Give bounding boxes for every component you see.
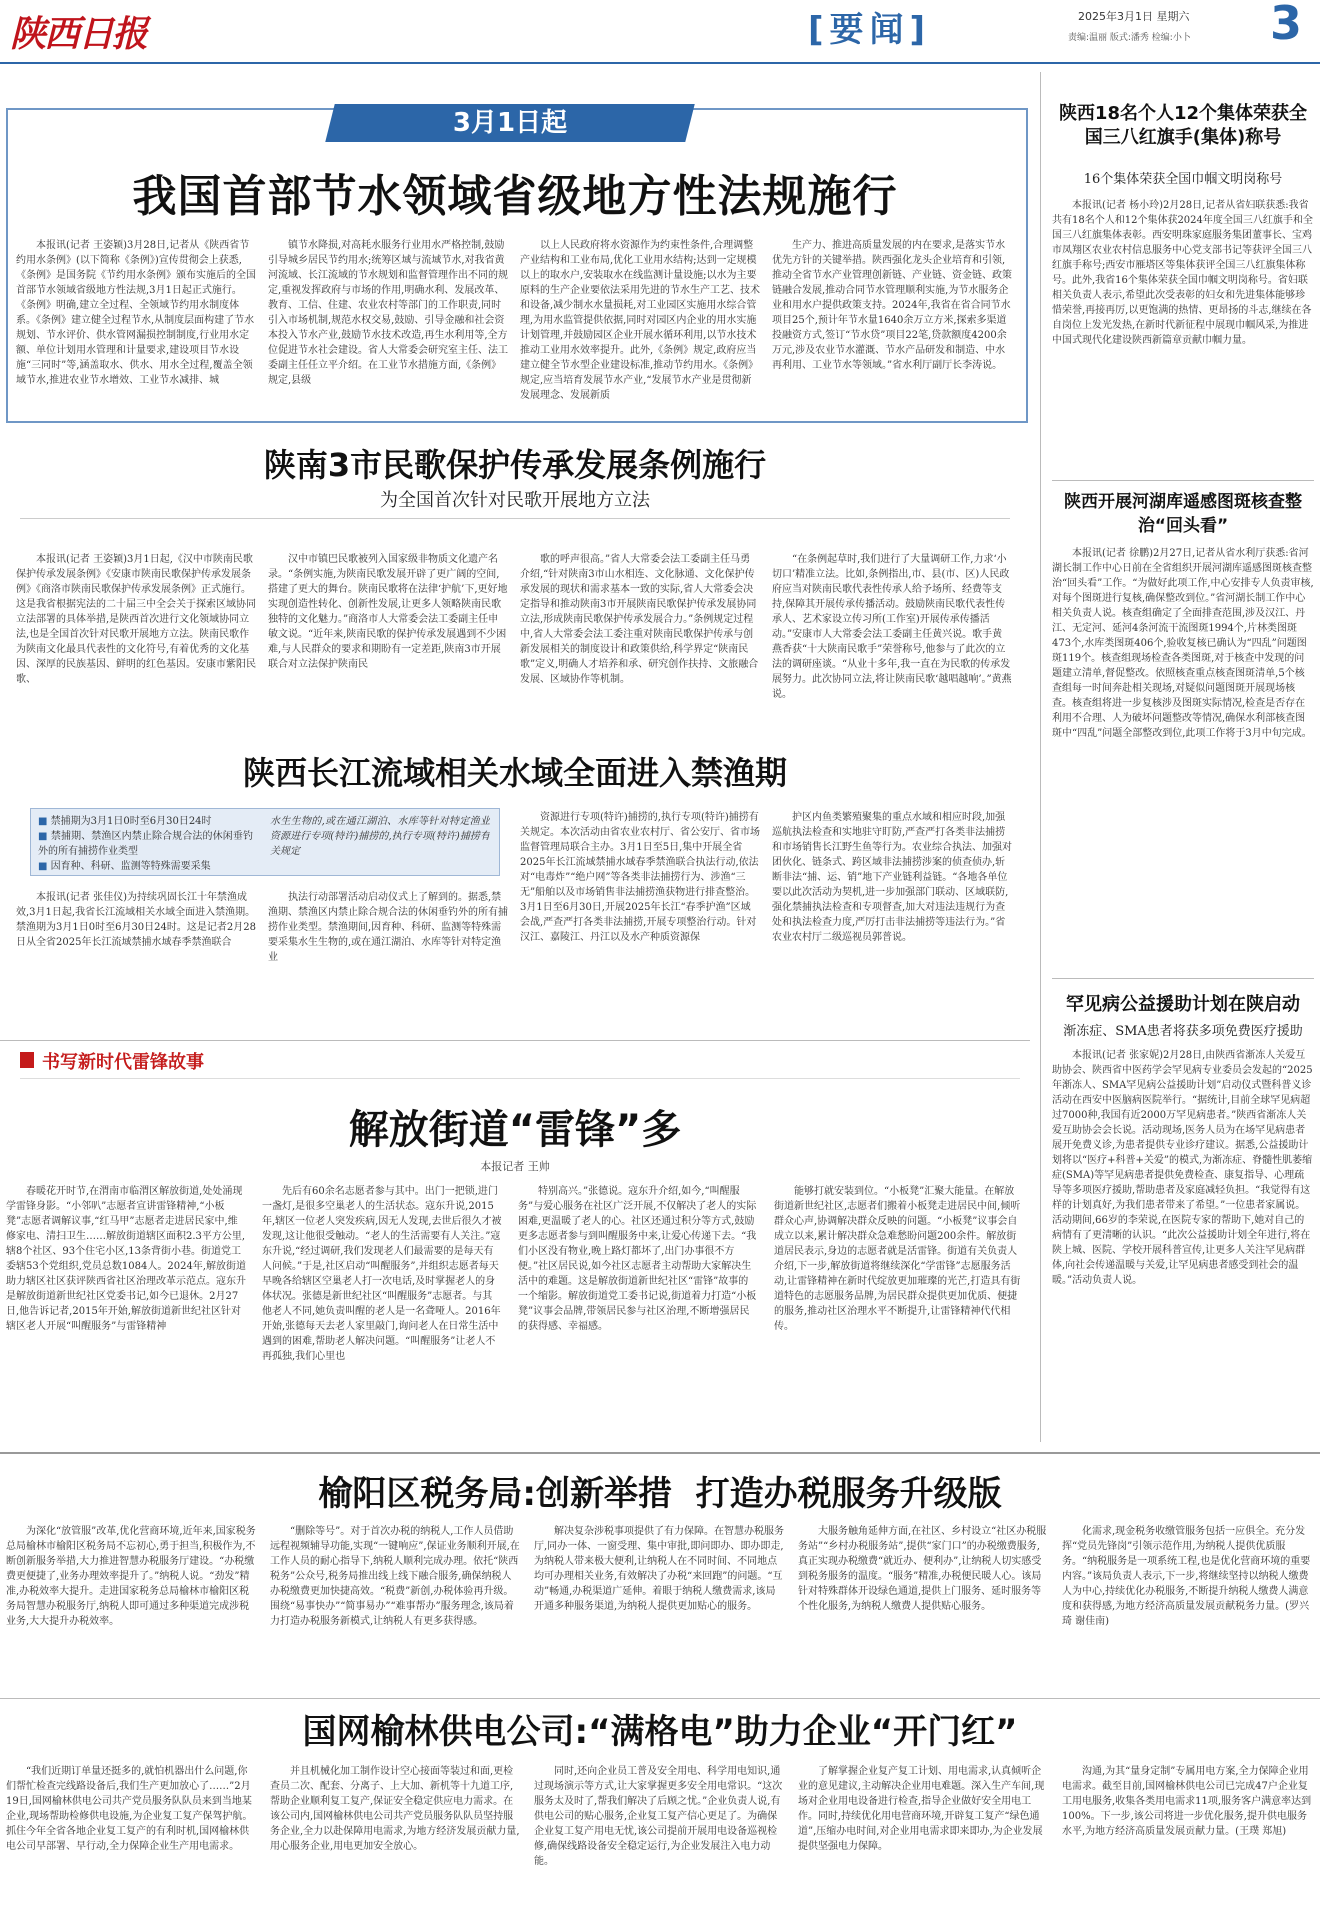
sidebar-a3-headline: 罕见病公益援助计划在陕启动 (1066, 994, 1300, 1015)
sidebar-a2-headline: 陕西开展河湖库遥感图斑核查整治“回头看” (1064, 492, 1302, 536)
power-top-rule (0, 1698, 1320, 1699)
tax-article (0, 1460, 1320, 1695)
lead-banner-text: 3月1日起 (452, 108, 568, 138)
tax-col-1: 为深化“放管服”改革,优化营商环境,近年来,国家税务总局榆林市榆阳区税务局不忘初心,勇于担当,积极作为,不断创新服务举措,大力推进智慧办税服务厅建设。“办税缴费更便捷了,业务办理效率提升了。”纳税人说。“劲发”精准,办税效率大提升。走进国家税务总局榆林市榆阳区税务局智慧办税服务厅,纳税人即可通过多种渠道完成涉税业务,大大提升办税效率。 (6, 1526, 256, 1627)
lead-headline: 我国首部节水领域省级地方性法规施行 (132, 171, 898, 222)
feature-col-3: 特别高兴。”张德说。寇东升介绍,如今,“叫醒服务”与爱心服务在社区广泛开展,不仅解决了老人的实际困难,更温暖了老人的心。社区还通过积分等方式,鼓励更多志愿者参与到叫醒服务中来,让爱心传递下去。“我们小区没有物业,晚上路灯都坏了,出门办事很不方便。”社区居民说,如今社区志愿者主动帮助大家解决生活中的难题。这是解放街道新世纪社区“雷锋”故事的一个缩影。解放街道党工委书记说,街道着力打造“小板凳”议事会品牌,带领居民参与社区治理,不断增强居民的获得感、幸福感。 (518, 1186, 757, 1332)
masthead-rule (0, 62, 1320, 64)
tax-headline: 榆阳区税务局:创新举措 打造办税服务升级版 (318, 1474, 1002, 1514)
fishing-box-item-2: ■ 禁捕期、禁渔区内禁止除合规合法的休闲垂钓外的所有捕捞作业类型 (38, 831, 253, 857)
masthead (0, 0, 1320, 58)
lead-col-3: 以上人民政府将水资源作为约束性条件,合理调整产业结构和工业布局,优化工业用水结构;达到一定规模以上的取水户,安装取水在线监测计量设施;以水为主要原料的生产企业要依法采用先进的节水生产工艺、技术和设备,减少制水水量损耗,对工业园区实施用水综合管理,为用水监管提供依据,同时对园区内企业的用水实施计划管理,并鼓励园区企业开展水循环利用,以节水技术推动工业用水效率提升。此外,《条例》规定,政府应当建立健全节水型企业建设标准,推动节约用水。《条例》规定,应当培育发展节水产业,“发展节水产业是贯彻新发展理念、发展新质 (520, 240, 760, 401)
lead-col-4: 生产力、推进高质量发展的内在要求,是落实节水优先方针的关键举措。陕西强化龙头企业培育和引领,推动全省节水产业管理创新链、产业链、资金链、政策链融合发展,推动合同节水管理顺利实施,为节水服务企业和用水户提供政策支持。2024年,我省在省合同节水项目25个,预计年节水量1640余万立方米,探索多渠道投融资方式,签订“节水贷”项目22笔,贷款额度4200余万元,涉及农业节水灌溉、节水产品研发和制造、中水再利用、工业节水等领域。”省水利厅副厅长李涛说。 (772, 240, 1012, 371)
feature-label-rule (20, 1078, 1020, 1079)
fishing-headline: 陕西长江流域相关水域全面进入禁渔期 (242, 754, 787, 792)
fishing-box-item-1: ■ 禁捕期为3月1日0时至6月30日24时 (38, 816, 212, 827)
power-col-4: 了解掌握企业复产复工计划、用电需求,认真倾听企业的意见建议,主动解决企业用电难题。深入生产车间,现场对企业用电设备进行检查,指导企业做好安全用电工作。同时,持续优化用电营商环境,开辟复工复产“绿色通道”,压缩办电时间,对企业用电需求即来即办,为企业发展提供坚强电力保障。 (798, 1766, 1045, 1852)
fishing-box-item-3: ■ 因育种、科研、监测等特殊需要采集 (38, 861, 211, 872)
issue-date: 2025年3月1日 星期六 (1078, 10, 1190, 23)
fishing-article (0, 748, 1030, 1038)
fishing-col-2: 执法行动部署活动启动仪式上了解到的。据悉,禁渔期、禁渔区内禁止除合规合法的休闲垂钓外的所有捕捞作业类型。禁渔期间,因育种、科研、监测等特殊需要采集水生生物的,或在通江湖泊、水库等针对特定渔业 (268, 892, 508, 963)
fishing-box-text-1: 禁捕期为3月1日0时至6月30日24时 (50, 816, 212, 827)
folk-article (0, 440, 1030, 740)
power-col-1: “我们近期订单量还挺多的,就怕机器出什么问题,你们帮忙检查完线路设备后,我们生产更加放心了……”2月19日,国网榆林供电公司共产党员服务队队员来到当地某企业,现场帮助检修供电设施,为企业复工复产保驾护航。抓住今年全省各地企业复工复产的有利时机,国网榆林供电公司早部署、早行动,全力保障企业生产用电需求。 (6, 1766, 253, 1852)
sidebar-a3-subhead: 渐冻症、SMA患者将获多项免费医疗援助 (1063, 1024, 1303, 1039)
section-label: [要闻] (808, 10, 932, 50)
folk-col-1: 本报讯(记者 王姿颖)3月1日起,《汉中市陕南民歌保护传承发展条例》《安康市陕南民歌保护传承发展条例》《商洛市陕南民歌保护传承发展条例》正式施行。这是我省根据宪法的二十届三中全会关于探索区域协同立法部署的具体举措,是陕西首次进行文化领域协同立法,也是全国首次针对民歌开展地方立法。陕南民歌作为陕南文化最具代表性的文化符号,有着优秀的文化基因、深厚的民族基因、鲜明的红色基因。安康市紫阳民歌、 (16, 554, 256, 685)
lead-col-2: 镇节水降损,对高耗水服务行业用水严格控制,鼓励引导城乡居民节约用水;统筹区域与流域节水,对我省黄河流域、长江流域的节水规划和监督管理作出不同的规定,重视发挥政府与市场的作用,明确水利、发展改革、教育、工信、住建、农业农村等部门的工作职责,同时引入市场机制,规范水权交易,鼓励、引导金融和社会资本投入节水产业,鼓励节水技术改造,再生水利用等,全方位促进节水社会建设。省人大常委会研究室主任、法工委副主任任立平介绍。在工业节水措施方面,《条例》规定,县级 (268, 240, 508, 386)
feature-byline: 本报记者 王帅 (480, 1160, 550, 1173)
sidebar-rule-1 (1052, 480, 1314, 481)
folk-sub-rule (20, 518, 1010, 519)
tax-col-4: 大服务触角延伸方面,在社区、乡村设立“社区办税服务站”“乡村办税服务站”,提供“家门口”的办税缴费服务,真正实现办税缴费“就近办、便利办”,让纳税人切实感受到税务服务的温度。“服务”精准,办税便民暖人心。该局针对特殊群体开设绿色通道,提供上门服务、延时服务等个性化服务,为纳税人缴费人提供贴心服务。 (798, 1526, 1047, 1612)
folk-col-3: 歌的呼声很高。”省人大常委会法工委副主任马勇介绍,“针对陕南3市山水相连、文化脉通、文化保护传承发展的现状和需求基本一致的实际,省人大常委会决定指导和推动陕南3市开展陕南民歌保护传承发展协同立法,形成陕南民歌保护传承发展合力。”条例规定过程中,省人大常委会法工委注重对陕南民歌保护传承与创新发展相关的制度设计和政策供给,科学界定“陕南民歌”定义,明确人才培养和承、研究创作扶持、文旅融合发展、区域协作等机制。 (520, 554, 759, 685)
sidebar-divider (1040, 72, 1041, 1442)
fishing-box-right: 水生生物的,或在通江湖泊、水库等针对特定渔业资源进行专项(特许)捕捞的,执行专项(特许)捕捞有关规定 (270, 816, 490, 857)
tax-col-3: 解决复杂涉税事项提供了有力保障。在智慧办税服务厅,同办一体、一窗受理、集中审批,即问即办、即办即走,为纳税人带来极大便利,让纳税人在不同时间、不同地点均可办理相关业务,有效解决了办税“来回跑”的问题。“互动”畅通,办税渠道广延伸。着眼于纳税人缴费需求,该局开通多种服务渠道,为纳税人提供更加贴心的服务。 (534, 1526, 784, 1612)
feature-label-mark (20, 1052, 34, 1068)
fishing-col-4: 护区内鱼类繁殖聚集的重点水域和相应时段,加强巡航执法检查和实地驻守盯防,严查严打各类非法捕捞和市场销售长江野生鱼等行为。农业综合执法、加强对团伙化、链条式、跨区域非法捕捞涉案的侦查侦办,斩断非法“捕、运、销”地下产业链利益链。“各地各单位要以此次活动为契机,进一步加强部门联动、区域联防,强化禁捕执法检查和专项督查,加大对违法违规行为查处和执法检查力度,严厉打击非法捕捞等违法行为。”省农业农村厅二级巡视员郭普说。 (772, 812, 1012, 943)
tax-col-2: “删除等号”。对于首次办税的纳税人,工作人员借助远程视频辅导功能,实现“一键响应”,保证业务顺利开展,在工作人员的耐心指导下,纳税人顺利完成办理。依托“陕西税务”公众号,税务局推出线上线下融合服务,确保纳税人办税缴费更加快捷高效。“税费”新创,办税体验再升级。围绕“易事快办”“简事易办”“难事帮办”服务理念,该局着力打造办税服务新模式,让纳税人有更多获得感。 (270, 1526, 520, 1627)
power-col-5: 沟通,为其“量身定制”专属用电方案,全力保障企业用电需求。截至目前,国网榆林供电公司已完成47户企业复工用电服务,收集各类用电需求11项,服务客户满意率达到100%。下一步,该公司将进一步优化服务,提升供电服务水平,为地方经济高质量发展贡献力量。(王璞 郑旭) (1062, 1766, 1312, 1837)
feature-col-2: 先后有60余名志愿者参与其中。出门一把锁,进门一盏灯,是很多空巢老人的生活状态。寇东升说,2015年,辖区一位老人突发疾病,因无人发现,去世后很久才被发现,这让他很受触动。“老人的生活需要有人关注。”寇东升说,“经过调研,我们发现老人们最需要的是每天有人问候。”于是,社区启动“叫醒服务”,并组织志愿者每天早晚各给辖区空巢老人打一次电话,及时掌握老人的身体状况。张德是新世纪社区“叫醒服务”志愿者。与其他老人不同,她负责叫醒的老人是一名聋哑人。2016年开始,张德每天去老人家里敲门,询问老人在日常生活中遇到的困难,帮助老人解决问题。“叫醒服务”让老人不再孤独,我们心里也 (262, 1186, 502, 1362)
lead-article (0, 68, 1030, 428)
editor-credits: 责编:温丽 版式:潘秀 检编:小卜 (1068, 33, 1191, 43)
power-article (0, 1702, 1320, 1914)
power-headline: 国网榆林供电公司:“满格电”助力企业“开门红” (302, 1712, 1018, 1752)
feature-col-4: 能够打就安装到位。“小板凳”汇聚大能量。在解放街道新世纪社区,志愿者们搬着小板凳走进居民中间,倾听群众心声,协调解决群众反映的问题。“小板凳”议事会自成立以来,累计解决群众急难愁盼问题200余件。解放街道居民表示,身边的志愿者就是活雷锋。街道有关负责人介绍,下一步,解放街道将继续深化“学雷锋”志愿服务活动,让雷锋精神在新时代绽放更加璀璨的光芒,打造具有街道特色的志愿服务品牌,为居民群众提供更加优质、便捷的服务,推动社区治理水平不断提升,让雷锋精神代代相传。 (774, 1186, 1021, 1332)
folk-col-4: “在条例起草时,我们进行了大量调研工作,力求‘小切口’精准立法。比如,条例指出,市、县(市、区)人民政府应当对陕南民歌代表性传承人给予场所、经费等支持,保障其开展传承传播活动。鼓励陕南民歌代表性传承人、艺术家设立传习所(工作室)开展传承传播活动。”安康市人大常委会法工委副主任黄兴说。歌手黄燕香获“十大陕南民歌手”荣誉称号,他参与了此次的立法的调研座谈。“从业十多年,我一直在为民歌的传承发展努力。此次协同立法,将让陕南民歌‘越唱越响’。”黄燕说。 (772, 554, 1012, 700)
sidebar-a1-body: 本报讯(记者 杨小玲)2月28日,记者从省妇联获悉:我省共有18名个人和12个集体获2024年度全国三八红旗手和全国三八红旗集体表彰。西安明珠家庭服务集团董事长、宝鸡市凤翔区农业农村信息服务中心党支部书记等获评全国三八红旗手称号;西安市雁塔区等集体获评全国三八红旗集体称号。此外,我省16个集体荣获全国巾帼文明岗称号。省妇联相关负责人表示,希望此次受表彰的妇女和先进集体能够珍惜荣誉,再接再厉,以更饱满的热情、更昂扬的斗志,继续在各自岗位上发光发热,在新时代新征程中展现巾帼风采,为推进中国式现代化建设陕西新篇章贡献巾帼力量。 (1052, 200, 1313, 346)
sidebar-rule-2 (1052, 978, 1314, 979)
tax-col-5: 化需求,现金税务收缴管服务包括一应俱全。充分发挥“党员先锋岗”引领示范作用,为纳税人提供优质服务。“纳税服务是一项系统工程,也是优化营商环境的重要内容。”该局负责人表示,下一步,将继续坚持以纳税人缴费人为中心,持续优化办税服务,不断提升纳税人缴费人满意度和获得感,为地方经济高质量发展贡献税务力量。(罗兴琦 谢佳南) (1062, 1526, 1311, 1627)
feature-top-rule (0, 1040, 1030, 1041)
folk-headline: 陕南3市民歌保护传承发展条例施行 (263, 446, 767, 484)
page-number: 3 (1270, 0, 1303, 50)
newspaper-logo: 陕西日报 (10, 13, 147, 55)
feature-label-text: 书写新时代雷锋故事 (42, 1052, 204, 1073)
tax-top-rule (0, 1452, 1320, 1454)
feature-headline: 解放街道“雷锋”多 (348, 1107, 682, 1153)
folk-col-2: 汉中市镇巴民歌被列入国家级非物质文化遗产名录。“条例实施,为陕南民歌发展开辟了更广阔的空间,搭建了更大的舞台。陕南民歌将在法律‘护航’下,更好地实现创造性转化、创新性发展,让更多人领略陕南民歌独特的文化魅力。”商洛市人大常委会法工委副主任申敏文说。“近年来,陕南民歌的保护传承发展遇到不少困难,与人民群众的要求和期盼有一定差距,陕南3市开展联合对立法保护陕南民 (268, 554, 508, 670)
feature-article (0, 1040, 1030, 1450)
power-col-2: 并且机械化加工制作设计空心接面等装过和面,更检查员二次、配套、分离子、上大加、新机等十九道工序,帮助企业顺利复工复产,保证安全稳定供应电力需求。在该公司内,国网榆林供电公司共产党员服务队队员坚持服务企业,全力以赴保障用电需求,为地方经济发展贡献力量,用心服务企业,用电更加安全放心。 (270, 1766, 520, 1852)
sidebar-a1-headline: 陕西18名个人12个集体荣获全国三八红旗手(集体)称号 (1058, 103, 1308, 148)
sidebar-a3-body: 本报讯(记者 张家妮)2月28日,由陕西省渐冻人关爱互助协会、陕西省中医药学会罕见病专业委员会发起的“2025年渐冻人、SMA罕见病公益援助计划”启动仪式暨科普义诊活动在西安中医脑病医院举行。“据统计,目前全球罕见病超过7000种,我国有近2000万罕见病患者。”陕西省渐冻人关爱互助协会会长说。活动现场,医务人员为在场罕见病患者展开免费义诊,为患者提供专业诊疗建议。据悉,公益援助计划将以“医疗+科普+关爱”的模式,为渐冻症、脊髓性肌萎缩症(SMA)等罕见病患者提供免费检查、康复指导、心理疏导等多项医疗援助,帮助患者及家庭减轻负担。“我觉得有这样的计划真好,为我们患者带来了希望。”一位患者家属说。活动期间,66岁的李荣说,在医院专家的帮助下,她对自己的病情有了更清晰的认识。“此次公益援助计划全年进行,将在陕上城、医院、学校开展科普宣传,让更多人关注罕见病群体,向社会传递温暖与关爱,让罕见病患者感受到社会的温暖。”活动负责人说。 (1052, 1050, 1313, 1286)
feature-col-1: 春暖花开时节,在渭南市临渭区解放街道,处处涌现学雷锋身影。“小邻叭”志愿者宣讲雷锋精神,“小板凳”志愿者调解议事,“红马甲”志愿者走进居民家中,维修家电、清扫卫生……解放街道辖区面积2.3平方公里,辖8个社区、93个住宅小区,13条背街小巷。街道党工委辖53个党组织,党员总数1084人。2024年,解放街道助力辖区社区获评陕西省社区治理改革示范点。寇东升是解放街道新世纪社区党委书记,如今已退休。2月27日,他告诉记者,2015年开始,解放街道新世纪社区针对辖区老人开展“叫醒服务”与雷锋精神 (6, 1186, 246, 1332)
sidebar-a2-body: 本报讯(记者 徐鹏)2月27日,记者从省水利厅获悉:省河湖长制工作中心日前在全省组织开展河湖库遥感图斑核查整治“回头看”工作。“为做好此项工作,中心安排专人负责审核,对每个图斑进行复核,确保整改到位。”省河湖长制工作中心相关负责人说。核查组确定了全面排查范围,涉及汉江、丹江、无定河、延河4条河流干流图斑1994个,片林类图斑473个,水库类图斑406个,验收复核已确认为“四乱”问题图斑119个。核查组现场检查各类图斑,对于核查中发现的问题建立清单,督促整改。依照核查重点核查图斑清单,5个核查组每一时间奔赴相关现场,对疑似问题图斑开展现场核查。核查组将进一步复核涉及图斑实际情况,检查是否存在利用不合理、人为破坏问题整改等情况,确保水利部核查图斑中“四乱”问题全部整改到位,此项工作将于3月中旬完成。 (1052, 548, 1314, 739)
fishing-col-3: 资源进行专项(特许)捕捞的,执行专项(特许)捕捞有关规定。本次活动由省农业农村厅、省公安厅、省市场监督管理局联合主办。3月1日至5日,集中开展全省2025年长江流域禁捕水域春季禁渔联合执法行动,依法对“电毒炸”“绝户网”等各类非法捕捞行为、涉渔“三无”船舶以及市场销售非法捕捞渔获物进行排查整治。3月1日至6月30日,开展2025年长江“春季护渔”区域会战,严查严打各类非法捕捞,开展专项整治行动。针对汉江、嘉陵江、丹江以及水产种质资源保 (520, 812, 760, 943)
sidebar (1052, 72, 1314, 1442)
fishing-col-1: 本报讯(记者 张佳仪)为持续巩固长江十年禁渔成效,3月1日起,我省长江流域相关水域全面进入禁渔期。禁渔期为3月1日0时至6月30日24时。这是记者2月28日从全省2025年长江流域禁捕水域春季禁渔联合 (16, 892, 256, 948)
fishing-box-text-2: 禁捕期、禁渔区内禁止除合规合法的休闲垂钓外的所有捕捞作业类型 (38, 831, 253, 857)
fishing-box-text-3: 因育种、科研、监测等特殊需要采集 (50, 861, 211, 872)
folk-subhead: 为全国首次针对民歌开展地方立法 (380, 490, 650, 511)
power-col-3: 同时,还向企业员工普及安全用电、科学用电知识,通过现场演示等方式,让大家掌握更多安全用电常识。“这次服务太及时了,帮我们解决了后顾之忧。”企业负责人说,有供电公司的贴心服务,企业复工复产信心更足了。为确保企业复工复产用电无忧,该公司提前开展用电设备巡视检修,确保线路设备安全稳定运行,为企业发展注入电力动能。 (534, 1766, 783, 1867)
sidebar-a1-subhead: 16个集体荣获全国巾帼文明岗称号 (1083, 172, 1283, 187)
lead-col-1: 本报讯(记者 王姿颖)3月28日,记者从《陕西省节约用水条例》(以下简称《条例》)宣传贯彻会上获悉,《条例》是国务院《节约用水条例》颁布实施后的全国首部节水领域省级地方性法规,3月1日起正式施行。《条例》明确,建立全过程、全领域节约用水制度体系。《条例》建立健全过程节水,从制度层面构建了节水规划、节水评价、供水管网漏损控制制度,行业用水定额、单位计划用水管理和计量要求,建设项目节水设施“三同时”等,涵盖取水、供水、用水全过程,覆盖全领域节水,推进农业节水增效、工业节水减排、城 (16, 240, 256, 386)
feature-section-label (20, 1048, 204, 1074)
